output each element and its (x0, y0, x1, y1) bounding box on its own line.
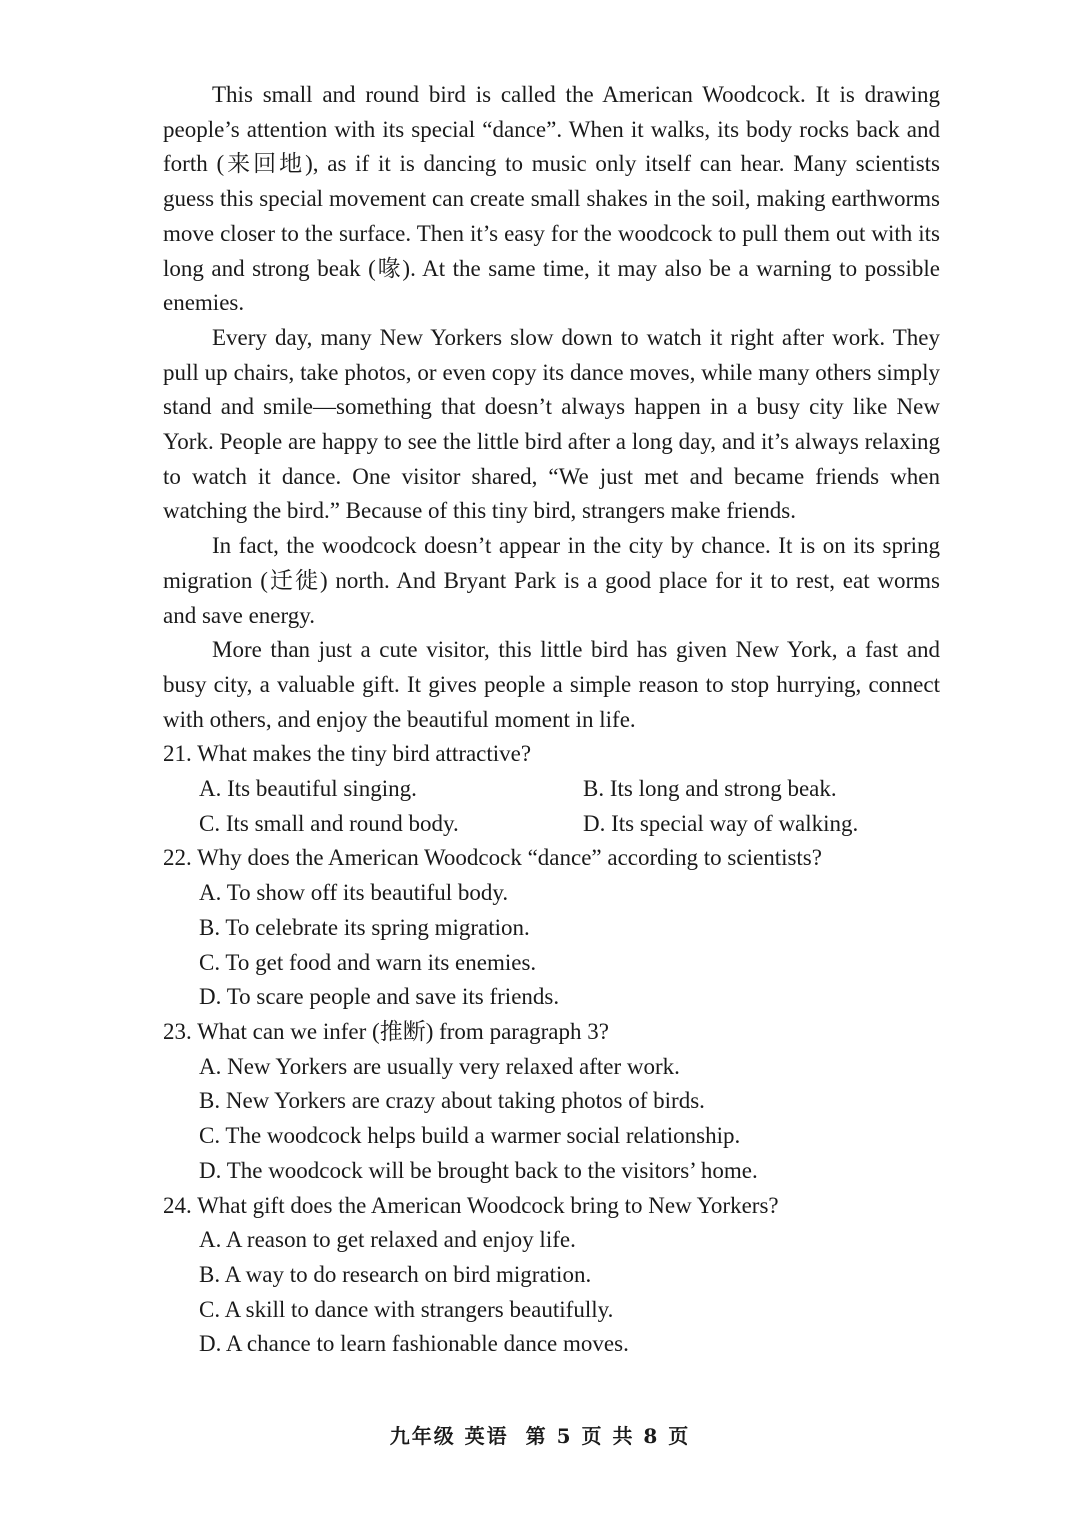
passage-paragraph-4: More than just a cute visitor, this little bird has given New York, a fast and busy city, a valuable gift. It gives people a simple reason to stop hurrying, connect with others, and enjoy the beautiful moment in life. (163, 637, 940, 732)
option-a[interactable]: A. New Yorkers are usually very relaxed after work. (199, 1053, 680, 1079)
option-c[interactable]: C. The woodcock helps build a warmer social relationship. (199, 1123, 741, 1149)
option-a[interactable]: A. Its beautiful singing. (199, 776, 417, 802)
option-d[interactable]: D. The woodcock will be brought back to the visitors’ home. (199, 1157, 758, 1183)
option-d[interactable]: D. Its special way of walking. (583, 810, 859, 836)
question-stem: 22. Why does the American Woodcock “dance” according to scientists? (163, 845, 822, 871)
question-options (163, 1223, 940, 1362)
question-stem: 24. What gift does the American Woodcock bring to New Yorkers? (163, 1192, 779, 1218)
option-b[interactable]: B. To celebrate its spring migration. (199, 914, 530, 940)
option-d[interactable]: D. To scare people and save its friends. (199, 984, 560, 1010)
question-options (163, 1050, 940, 1189)
question-options (163, 772, 940, 841)
footer-page-info: 第 5 页 共 8 页 (525, 1424, 691, 1448)
option-d[interactable]: D. A chance to learn fashionable dance moves. (199, 1331, 629, 1357)
question-23 (163, 1015, 940, 1189)
option-b[interactable]: B. New Yorkers are crazy about taking photos of birds. (199, 1088, 705, 1114)
option-b[interactable]: B. A way to do research on bird migration. (199, 1261, 592, 1287)
option-a[interactable]: A. To show off its beautiful body. (199, 880, 509, 906)
question-stem: 23. What can we infer (推断) from paragraph 3? (163, 1018, 609, 1044)
question-stem: 21. What makes the tiny bird attractive? (163, 741, 532, 767)
option-b[interactable]: B. Its long and strong beak. (583, 776, 837, 802)
question-21 (163, 737, 940, 841)
exam-page (163, 78, 940, 1362)
question-24 (163, 1189, 940, 1363)
option-c[interactable]: C. A skill to dance with strangers beautifully. (199, 1296, 614, 1322)
page-footer (0, 1420, 1080, 1449)
option-c[interactable]: C. Its small and round body. (199, 810, 459, 836)
question-22 (163, 841, 940, 1015)
footer-grade-subject: 九年级 英语 (389, 1424, 509, 1448)
question-options (163, 876, 940, 1015)
option-a[interactable]: A. A reason to get relaxed and enjoy life. (199, 1227, 576, 1253)
passage-paragraph-2: Every day, many New Yorkers slow down to watch it right after work. They pull up chairs, take photos, or even copy its dance moves, while many others simply stand and smile—something that doesn’t always happen in a busy city like New York. People are happy to see the little bird after a long day, and it’s always relaxing to watch it dance. One visitor shared, “We just met and became friends when watching the bird.” Because of this tiny bird, strangers make friends. (163, 324, 940, 524)
option-c[interactable]: C. To get food and warn its enemies. (199, 949, 537, 975)
passage-paragraph-3: In fact, the woodcock doesn’t appear in the city by chance. It is on its spring migration (迁徙) north. And Bryant Park is a good place for it to rest, eat worms and save energy. (163, 533, 940, 628)
passage-paragraph-1: This small and round bird is called the American Woodcock. It is drawing people’s attention with its special “dance”. When it walks, its body rocks back and forth (来回地), as if it is dancing to music only itself can hear. Many scientists guess this special movement can create small shakes in the soil, making earthworms move closer to the surface. Then it’s easy for the woodcock to pull them out with its long and strong beak (喙). At the same time, it may also be a warning to possible enemies. (163, 82, 940, 316)
